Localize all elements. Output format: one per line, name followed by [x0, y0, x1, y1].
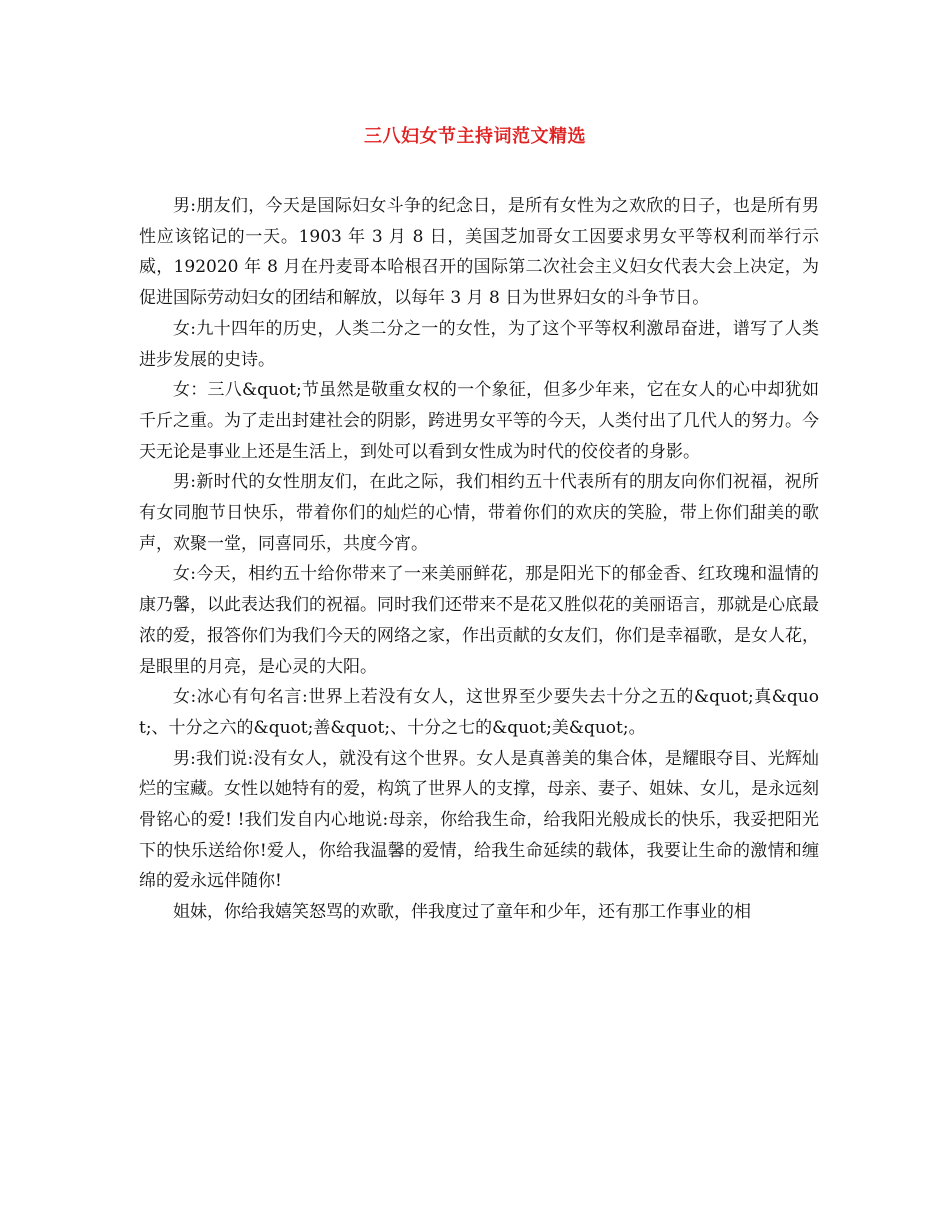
- document-title: 三八妇女节主持词范文精选: [364, 126, 586, 147]
- paragraph: 女:九十四年的历史，人类二分之一的女性，为了这个平等权利激昂奋进，谱写了人类进步发展的史诗。: [139, 318, 819, 370]
- paragraph: 女:冰心有句名言:世界上若没有女人，这世界至少要失去十分之五的&quot;真&quot;、十分之六的&quot;善&quot;、十分之七的&quot;美&quot;。: [139, 687, 819, 738]
- paragraph: 男:我们说:没有女人，就没有这个世界。女人是真善美的集合体，是耀眼夺目、光辉灿烂的宝藏。女性以她特有的爱，构筑了世界人的支撑，母亲、妻子、姐妹、女儿，是永远刻骨铭心的爱! !我们发自内心地说:母亲，你给我生命，给我阳光般成长的快乐，我妥把阳光下的快乐送给你!爱人，你给我温馨的爱情，给我生命延续的载体，我要让生命的激情和缠绵的爱永远伴随你!: [139, 748, 819, 892]
- document-body: [139, 191, 819, 928]
- paragraph: 男:新时代的女性朋友们，在此之际，我们相约五十代表所有的朋友向你们祝福，祝所有女同胞节日快乐，带着你们的灿烂的心情，带着你们的欢庆的笑脸，带上你们甜美的歌声，欢聚一堂，同喜同乐，共度今宵。: [139, 472, 819, 554]
- paragraph: 女：三八&quot;节虽然是敬重女权的一个象征，但多少年来，它在女人的心中却犹如千斤之重。为了走出封建社会的阴影，跨进男女平等的今天，人类付出了几代人的努力。今天无论是事业上还是生活上，到处可以看到女性成为时代的佼佼者的身影。: [139, 380, 819, 462]
- paragraph: 姐妹，你给我嬉笑怒骂的欢歌，伴我度过了童年和少年，还有那工作事业的相: [173, 902, 751, 923]
- paragraph: 女:今天，相约五十给你带来了一来美丽鲜花，那是阳光下的郁金香、红玫瑰和温情的康乃馨，以此表达我们的祝福。同时我们还带来不是花又胜似花的美丽语言，那就是心底最浓的爱，报答你们为我们今天的网络之家，作出贡献的女友们，你们是幸福歌，是女人花，是眼里的月亮，是心灵的大阳。: [139, 564, 819, 677]
- paragraph: 男:朋友们，今天是国际妇女斗争的纪念日，是所有女性为之欢欣的日子，也是所有男性应该铭记的一天。1903 年 3 月 8 日，美国芝加哥女工因要求男女平等权利而举行示威，192020 年 8 月在丹麦哥本哈根召开的国际第二次社会主义妇女代表大会上决定，为促进国际劳动妇女的团结和解放，以每年 3 月 8 日为世界妇女的斗争节日。: [139, 196, 819, 309]
